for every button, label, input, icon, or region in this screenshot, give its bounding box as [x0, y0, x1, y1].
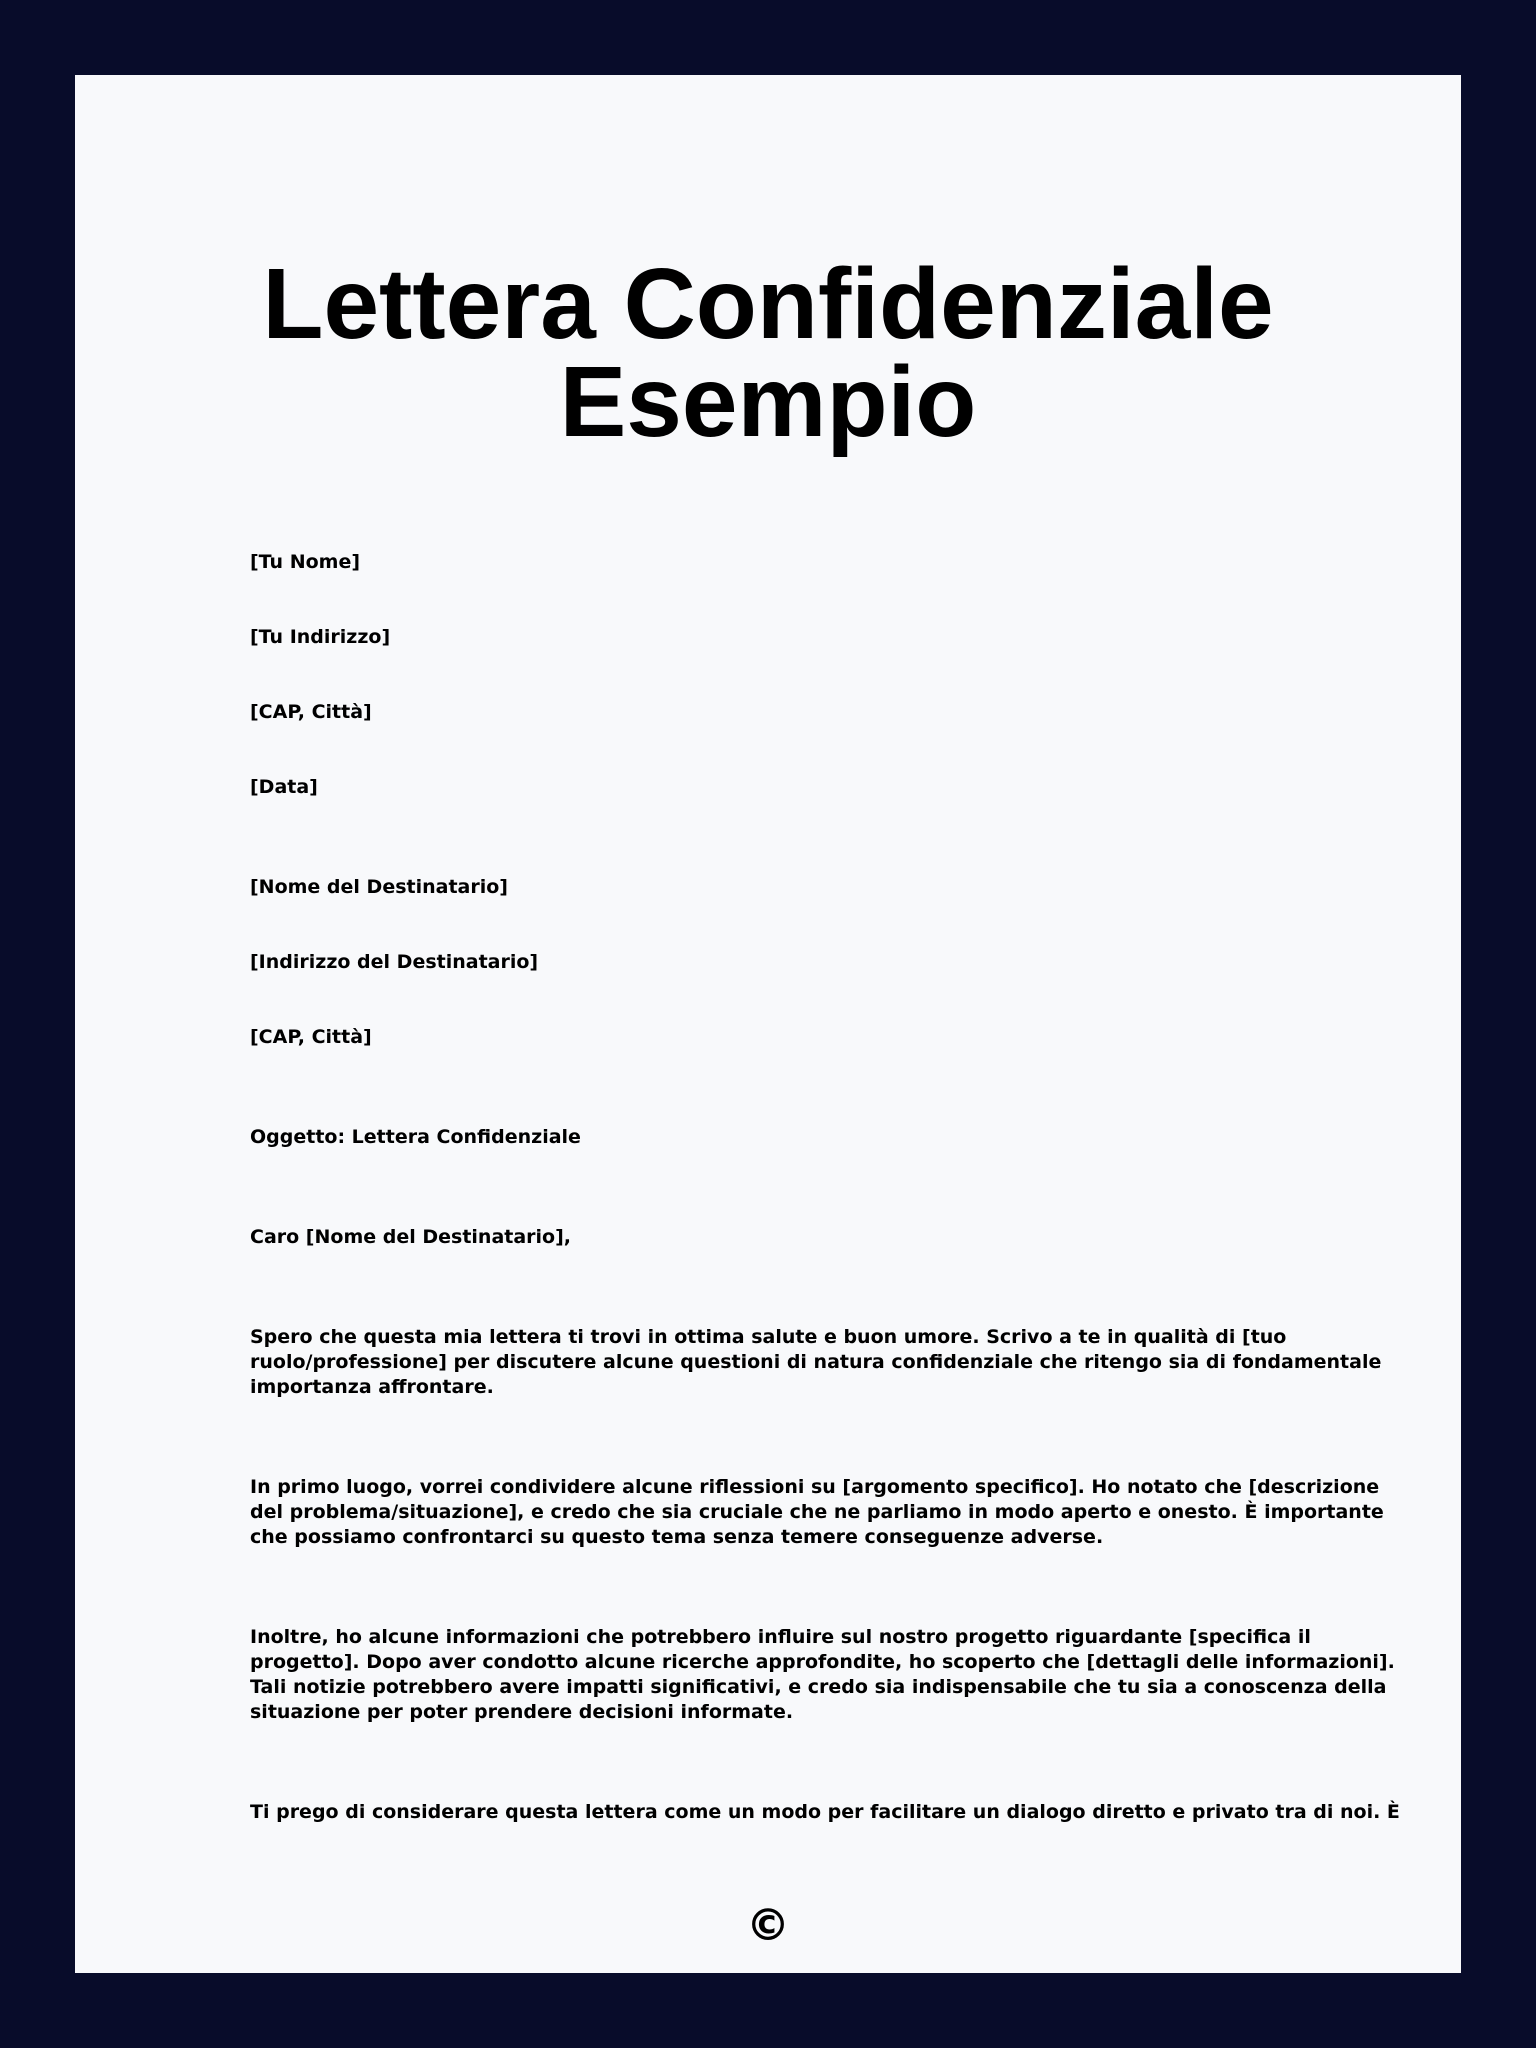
subject-line: Oggetto: Lettera Confidenziale — [250, 1126, 581, 1148]
paragraph-line: progetto]. Dopo aver condotto alcune ricerche approfondite, ho scoperto che [dettagli delle informazioni]. — [250, 1651, 1395, 1673]
paragraph-line: Spero che questa mia lettera ti trovi in ottima salute e buon umore. Scrivo a te in qualità di [tuo — [250, 1326, 1287, 1348]
recipient-city: [CAP, Città] — [250, 1026, 372, 1048]
recipient-address: [Indirizzo del Destinatario] — [250, 951, 539, 973]
paragraph-line: Inoltre, ho alcune informazioni che potrebbero influire sul nostro progetto riguardante [specifica il — [250, 1626, 1311, 1648]
paragraph-line: situazione per poter prendere decisioni informate. — [250, 1701, 794, 1723]
paragraph-3 — [250, 1625, 1395, 1725]
title-line-1: Lettera Confidenziale — [262, 248, 1274, 360]
paragraph-line: del problema/situazione], e credo che sia cruciale che ne parliamo in modo aperto e onesto. È importante — [250, 1501, 1384, 1523]
paragraph-line: In primo luogo, vorrei condividere alcune riflessioni su [argomento specifico]. Ho notato che [descrizione — [250, 1476, 1380, 1498]
paragraph-line: importanza affrontare. — [250, 1376, 494, 1398]
letter-date: [Data] — [250, 776, 318, 798]
salutation: Caro [Nome del Destinatario], — [250, 1226, 572, 1248]
paragraph-line: Tali notizie potrebbero avere impatti significativi, e credo sia indispensabile che tu sia a conoscenza della — [250, 1676, 1387, 1698]
copyright-symbol: © — [746, 1900, 790, 1951]
paragraph-line: ruolo/professione] per discutere alcune questioni di natura confidenziale che ritengo sia di fondamentale — [250, 1351, 1382, 1373]
paragraph-2 — [250, 1475, 1384, 1550]
recipient-name: [Nome del Destinatario] — [250, 876, 508, 898]
sender-name: [Tu Nome] — [250, 551, 361, 573]
paragraph-line: che possiamo confrontarci su questo tema senza temere conseguenze adverse. — [250, 1526, 1104, 1548]
paragraph-1 — [250, 1325, 1382, 1400]
page-title — [75, 248, 1461, 458]
sender-city: [CAP, Città] — [250, 701, 372, 723]
paragraph-4 — [250, 1800, 1400, 1825]
sender-address: [Tu Indirizzo] — [250, 626, 391, 648]
title-line-2: Esempio — [559, 346, 977, 458]
letter-page — [75, 75, 1461, 1973]
paragraph-line: Ti prego di considerare questa lettera come un modo per facilitare un dialogo diretto e privato tra di noi. È — [250, 1801, 1400, 1823]
